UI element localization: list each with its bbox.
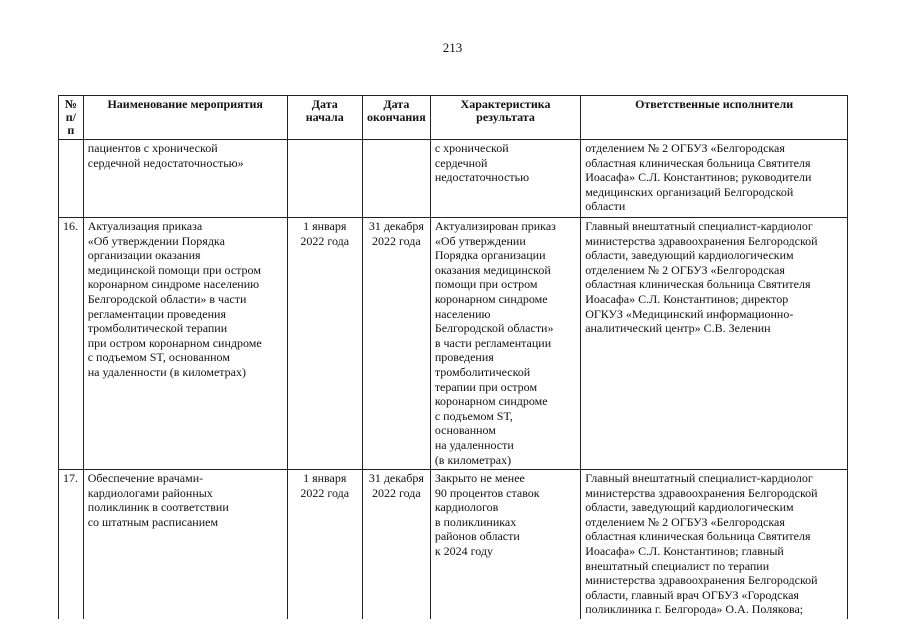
measures-table	[58, 95, 848, 619]
row-end-date: 31 декабря 2022 года	[362, 470, 430, 619]
header-name: Наименование мероприятия	[83, 96, 287, 140]
row-number: 17.	[59, 470, 84, 619]
row-responsible: Главный внештатный специалист-кардиолог министерства здравоохранения Белгородской области, заведующий кардиологическим отделением № 2 ОГБУЗ «Белгородская областная клиническая больница Святителя Иоасафа» С.Л. Константинов; директор ОГКУЗ «Медицинский информационно- аналитический центр» С.В. Зеленин	[581, 218, 848, 470]
table-header-row	[59, 96, 848, 140]
row-responsible: отделением № 2 ОГБУЗ «Белгородская областная клиническая больница Святителя Иоасафа» С.Л. Константинов; руководители медицинских организаций Белгородской области	[581, 140, 848, 218]
row-name: Обеспечение врачами- кардиологами районных поликлиник в соответствии со штатным расписанием	[83, 470, 287, 619]
header-number: № п/п	[59, 96, 84, 140]
row-name: Актуализация приказа «Об утверждении Порядка организации оказания медицинской помощи при остром коронарном синдроме населению Белгородской области» в части регламентации проведения тромболитической терапии при остром коронарном синдроме с подъемом ST, основанном на удаленности (в километрах)	[83, 218, 287, 470]
row-start-date: 1 января 2022 года	[287, 218, 362, 470]
row-name: пациентов с хронической сердечной недостаточностью»	[83, 140, 287, 218]
row-number: 16.	[59, 218, 84, 470]
table-row	[59, 218, 848, 470]
row-number	[59, 140, 84, 218]
row-end-date	[362, 140, 430, 218]
row-result: с хронической сердечной недостаточностью	[430, 140, 580, 218]
table-row	[59, 470, 848, 619]
row-responsible: Главный внештатный специалист-кардиолог министерства здравоохранения Белгородской области, заведующий кардиологическим отделением № 2 ОГБУЗ «Белгородская областная клиническая больница Святителя Иоасафа» С.Л. Константинов; главный внештатный специалист по терапии министерства здравоохранения Белгородской области, главный врач ОГБУЗ «Городская поликлиника г. Белгорода» О.А. Полякова;	[581, 470, 848, 619]
header-result: Характеристика результата	[430, 96, 580, 140]
row-start-date	[287, 140, 362, 218]
row-result: Актуализирован приказ «Об утверждении Порядка организации оказания медицинской помощи при остром коронарном синдроме населению Белгородской области» в части регламентации проведения тромболитической терапии при остром коронарном синдроме с подъемом ST, основанном на удаленности (в километрах)	[430, 218, 580, 470]
row-end-date: 31 декабря 2022 года	[362, 218, 430, 470]
header-responsible: Ответственные исполнители	[581, 96, 848, 140]
table-row	[59, 140, 848, 218]
header-end-date: Дата окончания	[362, 96, 430, 140]
header-start-date: Дата начала	[287, 96, 362, 140]
page-number: 213	[442, 40, 463, 55]
row-start-date: 1 января 2022 года	[287, 470, 362, 619]
row-result: Закрыто не менее 90 процентов ставок кардиологов в поликлиниках районов области к 2024 году	[430, 470, 580, 619]
